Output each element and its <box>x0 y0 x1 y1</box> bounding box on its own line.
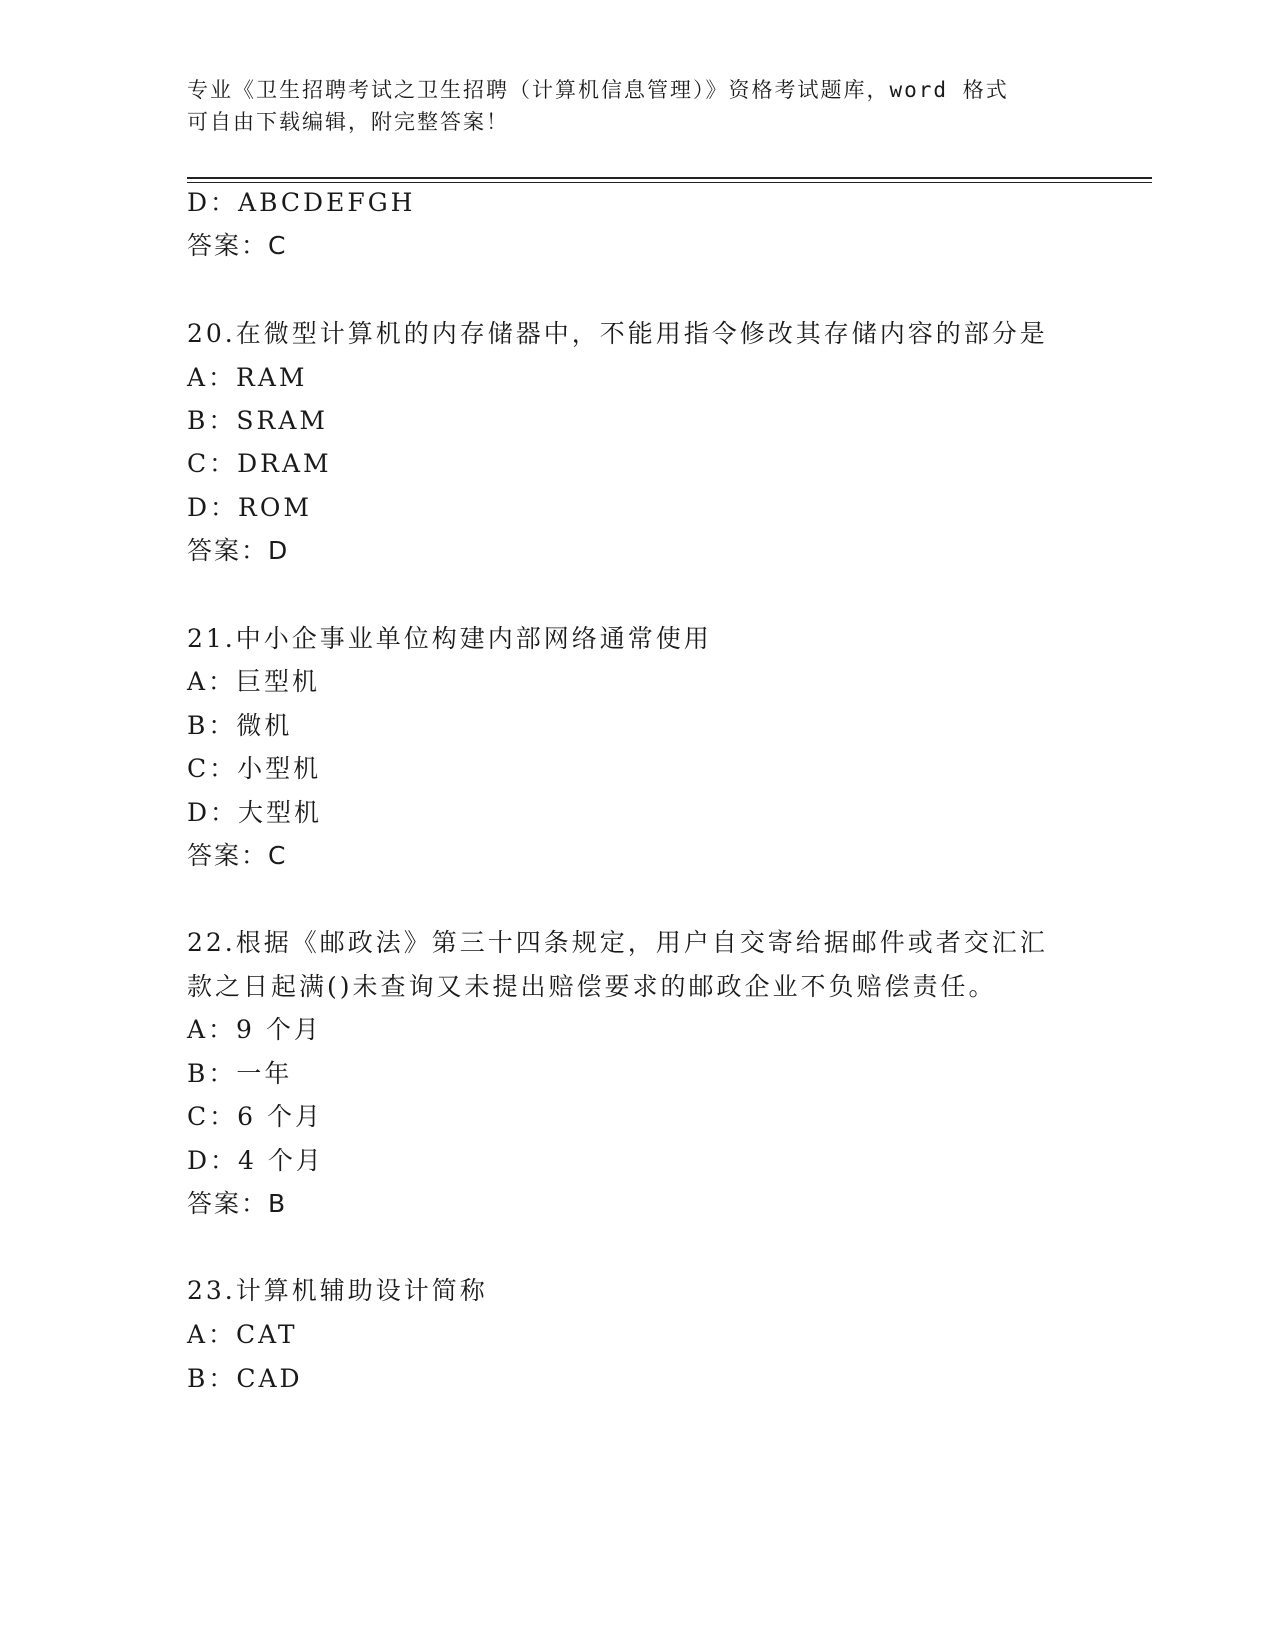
document-header <box>187 74 1087 138</box>
q21-option-b: B：微机 <box>187 711 293 740</box>
q22-option-b: B：一年 <box>187 1059 293 1088</box>
q22-answer: 答案：B <box>187 1189 288 1218</box>
q23-stem: 23.计算机辅助设计简称 <box>187 1276 488 1305</box>
q21-answer: 答案：C <box>187 841 288 870</box>
q22-stem-line-1: 22.根据《邮政法》第三十四条规定，用户自交寄给据邮件或者交汇汇 <box>187 928 1048 957</box>
q21-option-c: C：小型机 <box>187 754 322 783</box>
header-line-2: 可自由下载编辑，附完整答案！ <box>187 110 509 134</box>
q22-option-a: A：9 个月 <box>187 1015 322 1044</box>
q20-stem: 20.在微型计算机的内存储器中，不能用指令修改其存储内容的部分是 <box>187 319 1048 348</box>
q19-answer: 答案：C <box>187 231 288 260</box>
q20-answer: 答案：D <box>187 536 290 565</box>
q20-option-b: B：SRAM <box>187 406 328 435</box>
header-divider-thin <box>187 182 1152 183</box>
q22-option-c: C：6 个月 <box>187 1102 323 1131</box>
q19-option-d: D：ABCDEFGH <box>187 188 416 217</box>
q22-option-d: D：4 个月 <box>187 1146 324 1175</box>
q20-option-a: A：RAM <box>187 363 308 392</box>
q20-option-c: C：DRAM <box>187 449 332 478</box>
header-divider-thick <box>187 177 1152 179</box>
q23-option-b: B：CAD <box>187 1364 303 1393</box>
q21-stem: 21.中小企事业单位构建内部网络通常使用 <box>187 624 712 653</box>
header-line-1: 专业《卫生招聘考试之卫生招聘（计算机信息管理）》资格考试题库，word 格式 <box>187 78 1009 102</box>
q20-option-d: D：ROM <box>187 493 312 522</box>
q21-option-a: A：巨型机 <box>187 667 321 696</box>
q22-stem-line-2: 款之日起满()未查询又未提出赔偿要求的邮政企业不负赔偿责任。 <box>187 972 997 1001</box>
q23-option-a: A：CAT <box>187 1320 298 1349</box>
q21-option-d: D：大型机 <box>187 798 323 827</box>
